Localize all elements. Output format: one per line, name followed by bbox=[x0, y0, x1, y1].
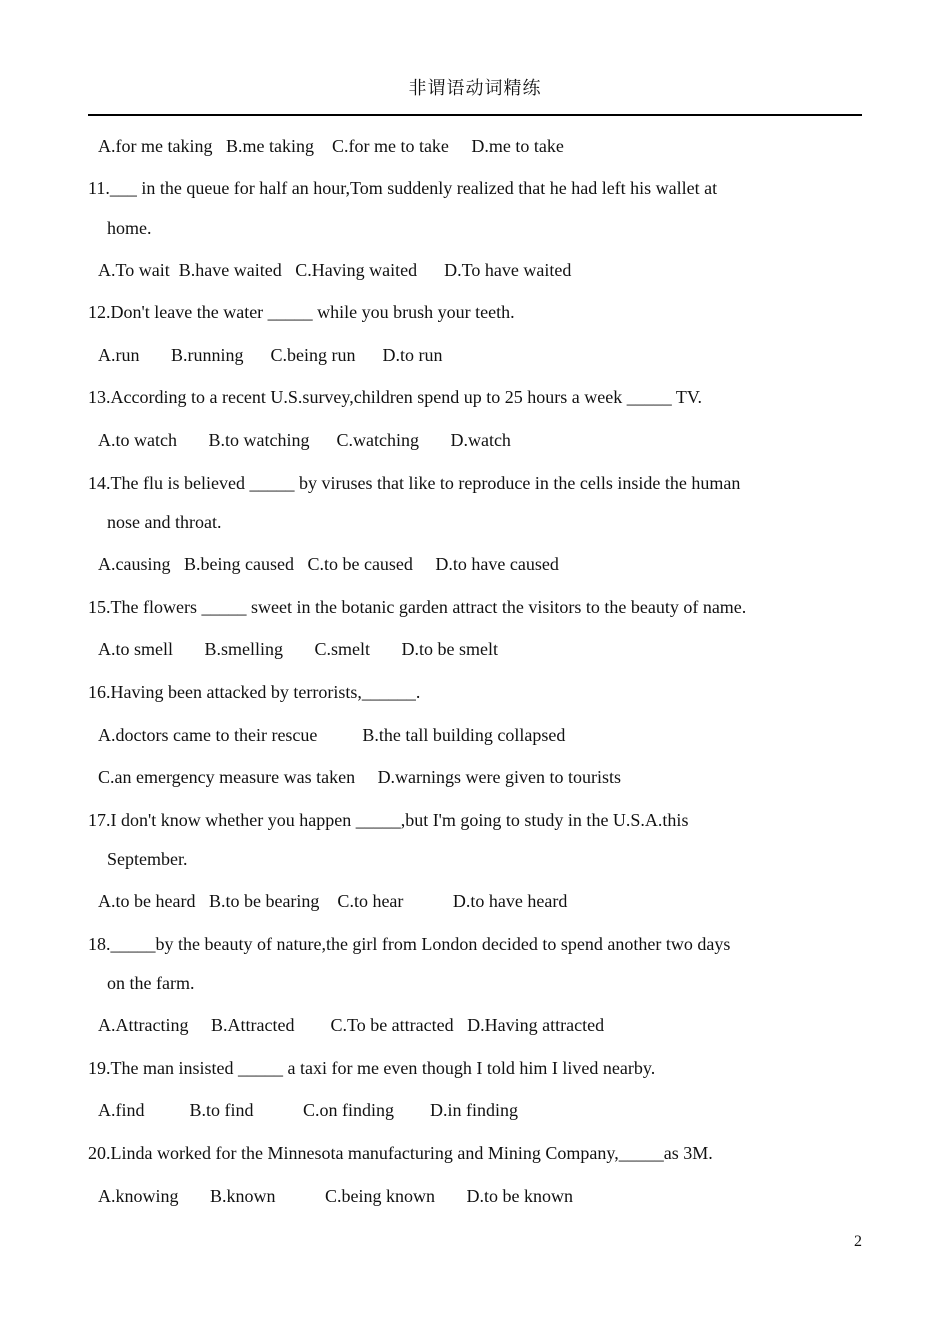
question-continuation: home. bbox=[107, 218, 152, 238]
question-text: 14.The flu is believed _____ by viruses that like to reproduce in the cells inside the human bbox=[88, 473, 741, 493]
question-text: 11.___ in the queue for half an hour,Tom suddenly realized that he had left his wallet at bbox=[88, 178, 718, 198]
question-text: 13.According to a recent U.S.survey,children spend up to 25 hours a week _____ TV. bbox=[88, 387, 703, 407]
answer-options: A.for me taking B.me taking C.for me to take D.me to take bbox=[98, 136, 564, 156]
question-text: 17.I don't know whether you happen _____,but I'm going to study in the U.S.A.this bbox=[88, 810, 689, 830]
question-text: 18._____by the beauty of nature,the girl from London decided to spend another two days bbox=[88, 934, 731, 954]
answer-options: A.To wait B.have waited C.Having waited D.To have waited bbox=[98, 260, 572, 280]
question-text: 12.Don't leave the water _____ while you brush your teeth. bbox=[88, 302, 515, 322]
header-rule bbox=[88, 114, 862, 116]
answer-options: A.find B.to find C.on finding D.in finding bbox=[98, 1100, 518, 1120]
page-number: 2 bbox=[854, 1233, 862, 1250]
page-header: 非谓语动词精练 bbox=[408, 78, 542, 99]
answer-options: A.to watch B.to watching C.watching D.watch bbox=[98, 430, 511, 450]
answer-options: A.to smell B.smelling C.smelt D.to be smelt bbox=[98, 639, 498, 659]
question-text: 20.Linda worked for the Minnesota manufacturing and Mining Company,_____as 3M. bbox=[88, 1143, 713, 1163]
answer-options: A.doctors came to their rescue B.the tall building collapsed bbox=[98, 725, 566, 745]
answer-options: A.causing B.being caused C.to be caused D.to have caused bbox=[98, 554, 559, 574]
answer-options: A.to be heard B.to be bearing C.to hear D.to have heard bbox=[98, 891, 568, 911]
answer-options: C.an emergency measure was taken D.warnings were given to tourists bbox=[98, 767, 622, 787]
question-text: 19.The man insisted _____ a taxi for me even though I told him I lived nearby. bbox=[88, 1058, 656, 1078]
question-continuation: nose and throat. bbox=[107, 512, 222, 532]
question-text: 15.The flowers _____ sweet in the botanic garden attract the visitors to the beauty of name. bbox=[88, 597, 747, 617]
question-text: 16.Having been attacked by terrorists,______. bbox=[88, 682, 421, 702]
answer-options: A.knowing B.known C.being known D.to be known bbox=[98, 1186, 573, 1206]
answer-options: A.Attracting B.Attracted C.To be attracted D.Having attracted bbox=[98, 1015, 605, 1035]
question-continuation: on the farm. bbox=[107, 973, 195, 993]
question-continuation: September. bbox=[107, 849, 188, 869]
answer-options: A.run B.running C.being run D.to run bbox=[98, 345, 443, 365]
